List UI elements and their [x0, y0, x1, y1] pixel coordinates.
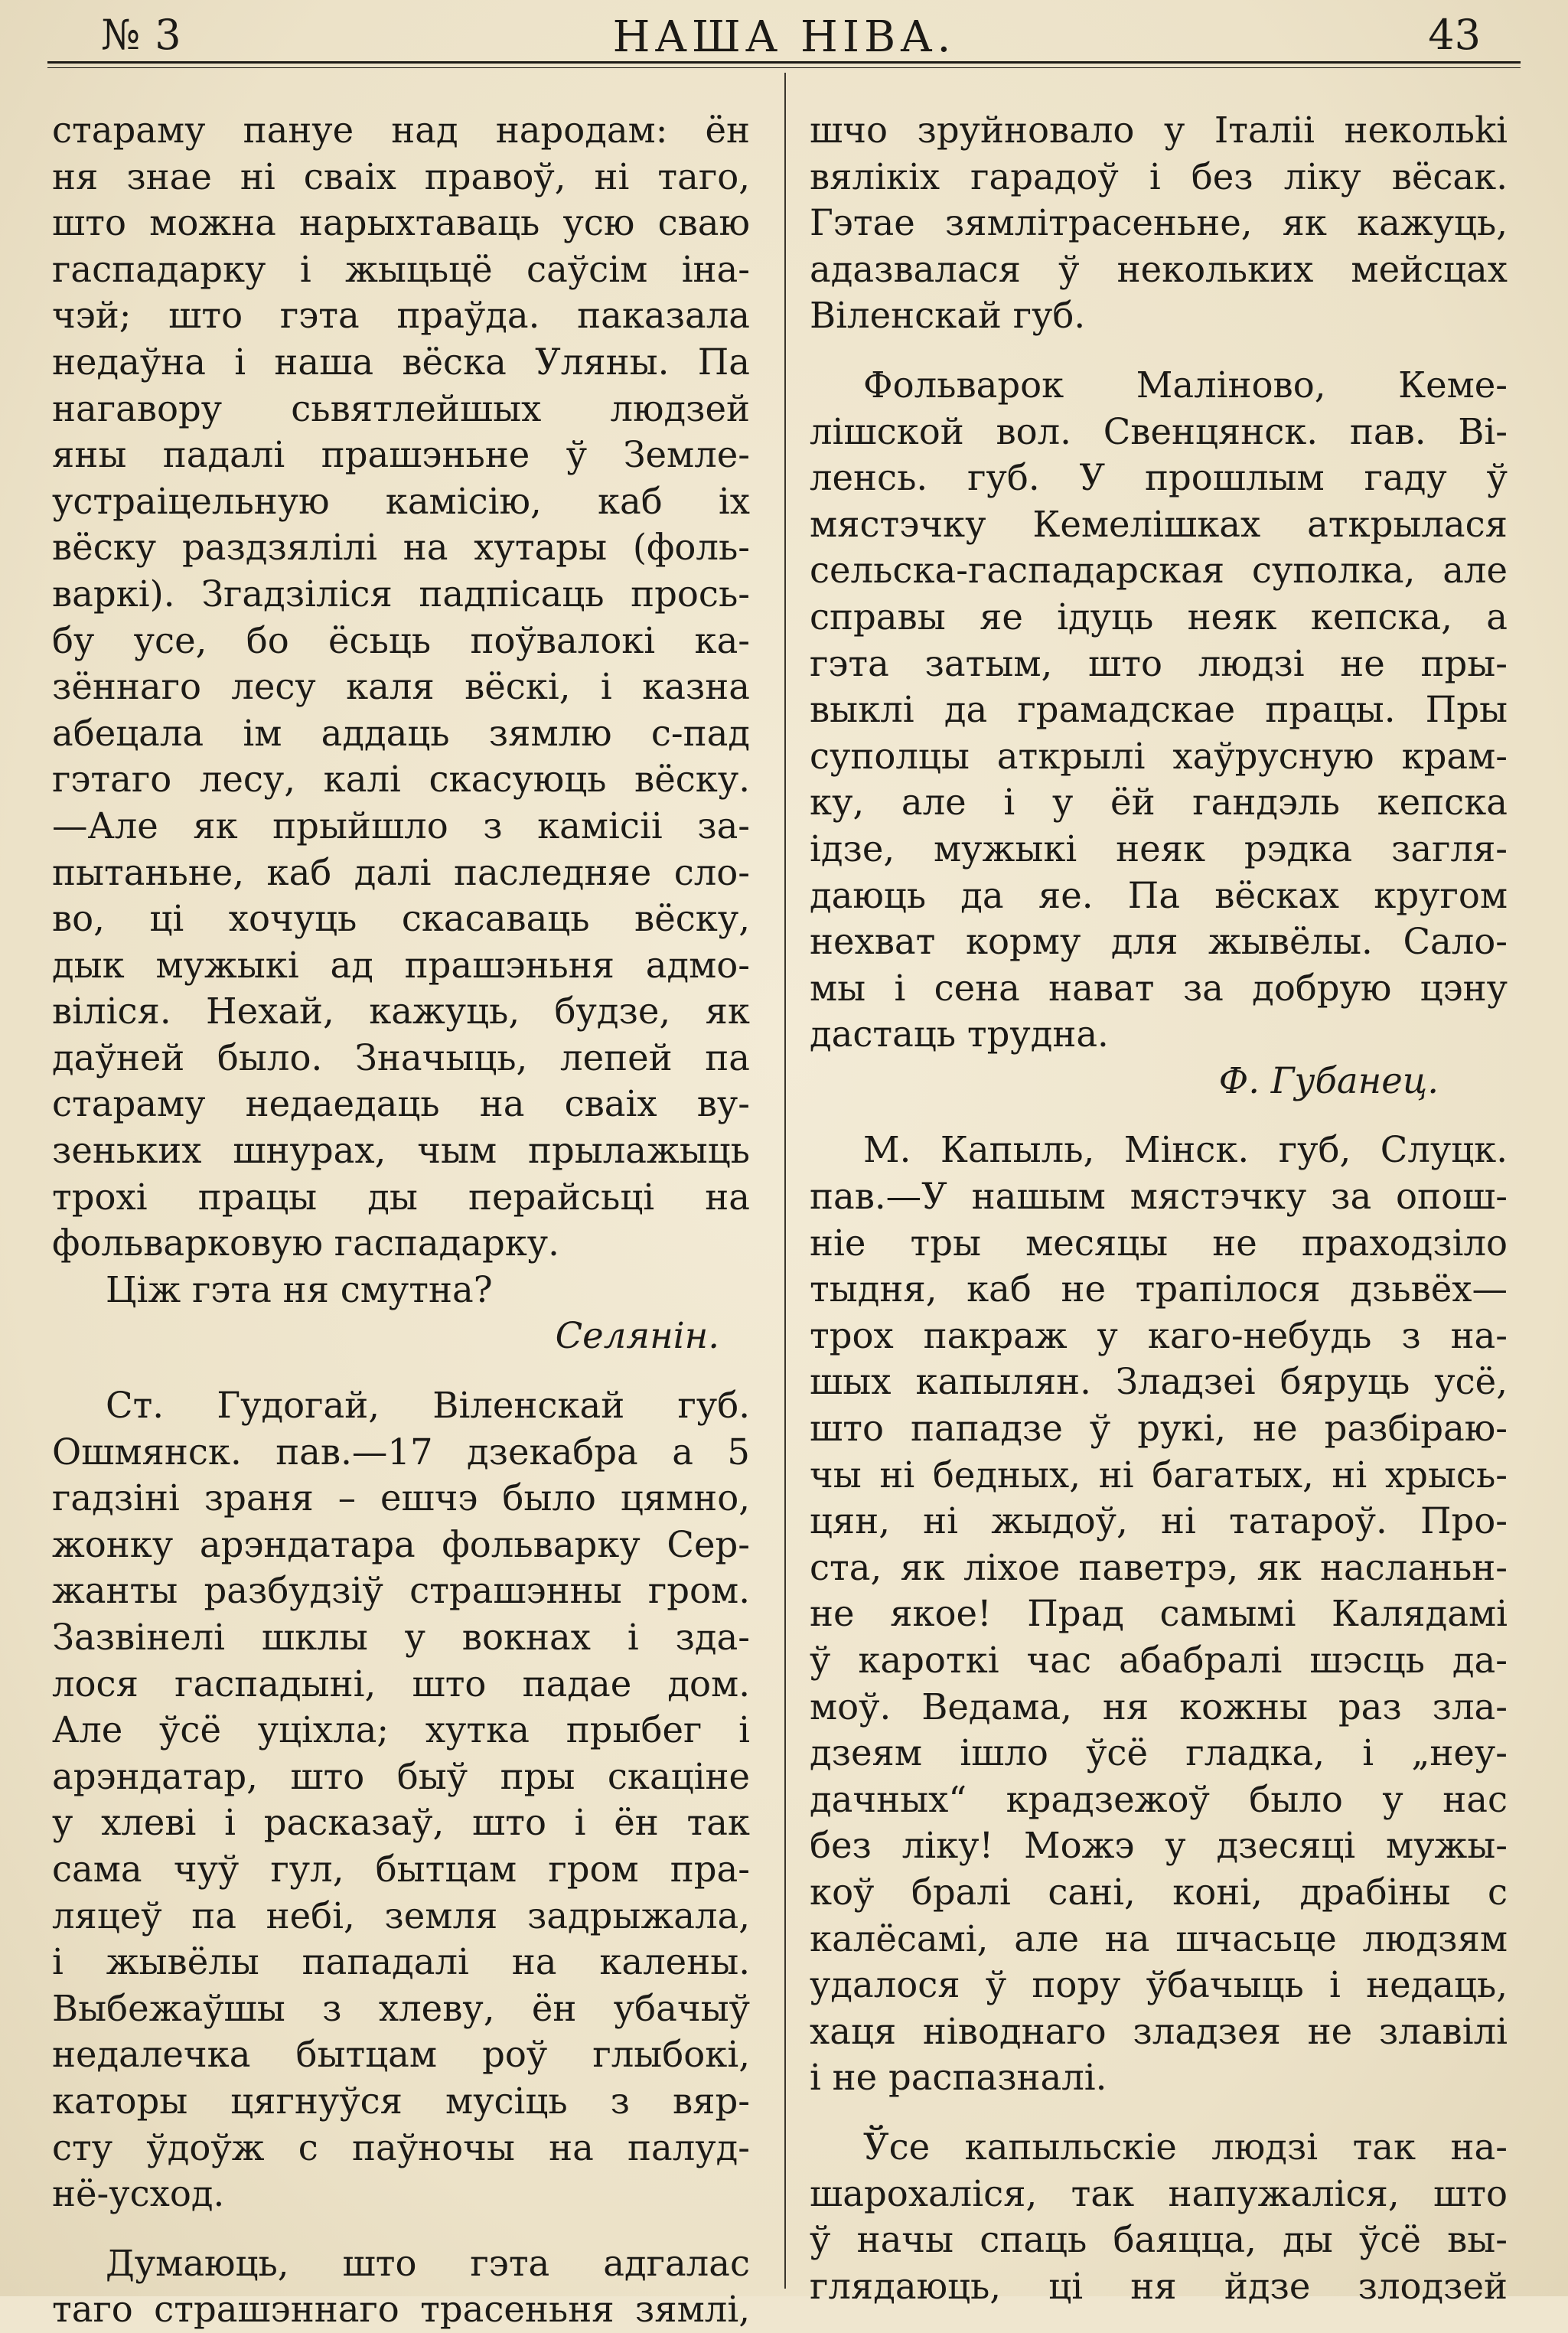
text-line: гэтаго лесу, калі скасуюць вёску.: [52, 759, 750, 801]
left-paragraph-1: [52, 107, 750, 1313]
signature-selyanin: Селянін.: [555, 1315, 719, 1357]
text-line: дачных“ крадзежоў было у нас: [810, 1778, 1508, 1820]
text-line: у хлеві і расказаў, што і ён так: [52, 1802, 750, 1844]
text-line: трох пакраж у каго-небудь з на-: [810, 1314, 1508, 1356]
left-paragraph-3: [52, 2240, 750, 2333]
text-line: нё-усход.: [52, 2173, 225, 2215]
text-line: што можна нарыхтаваць усю сваю: [52, 202, 750, 244]
text-line: шых капылян. Зладзеі бяруць усё,: [810, 1361, 1508, 1403]
signature-gubanets: Ф. Губанец.: [1218, 1059, 1439, 1101]
text-line: гэта затым, што людзі не пры-: [810, 642, 1508, 684]
text-line: даюць да яе. Па вёсках кругом: [810, 874, 1508, 916]
page-number: 43: [1428, 11, 1481, 59]
text-line: пав.—У нашым мястэчку за опош-: [810, 1176, 1508, 1218]
header-rule-thin: [47, 67, 1521, 68]
text-line: суполцы аткрылі хаўрусную крам-: [810, 735, 1508, 777]
text-line: ня знае ні сваіх правоў, ні таго,: [52, 155, 750, 197]
text-line: во, ці хочуць скасаваць вёску,: [52, 898, 750, 940]
text-line: калёсамі, але на шчасьце людзям: [810, 1917, 1508, 1959]
text-line: Гэтае зямлітрасеньне, як кажуць,: [810, 202, 1508, 244]
text-line: стараму пануе над народам: ён: [52, 109, 750, 151]
right-paragraph-4: [810, 2124, 1508, 2309]
text-line: Віленскай губ.: [810, 295, 1086, 337]
text-line: ў начы спаць баяцца, ды ўсё вы-: [810, 2219, 1508, 2261]
text-line: Ціж гэта ня смутна?: [106, 1268, 493, 1310]
text-line: вёску раздзялілі на хутары (фоль-: [52, 527, 750, 569]
text-line: стараму недаедаць на сваіх ву-: [52, 1083, 750, 1125]
text-line: цян, ні жыдоў, ні татароў. Про-: [810, 1500, 1508, 1542]
paragraph-gap: [52, 1359, 750, 1382]
text-line: даўней было. Значыць, лепей па: [52, 1036, 750, 1078]
paragraph-gap: [52, 2217, 750, 2240]
text-line: Ошмянск. пав.—17 дзекабра а 5: [52, 1431, 750, 1473]
text-line: нехват корму для жывёлы. Сало-: [810, 921, 1508, 963]
text-line: Думаюць, што гэта адгалас: [106, 2242, 750, 2284]
text-line: арэндатар, што быў пры скаціне: [52, 1755, 750, 1797]
issue-number: № 3: [101, 11, 182, 59]
text-line: не якое! Прад самымі Калядамі: [810, 1593, 1508, 1635]
text-line: каторы цягнуўся мусіць з вяр-: [52, 2080, 750, 2122]
text-line: і не распазналі.: [810, 2057, 1107, 2099]
text-line: вялікіх гарадоў і без ліку вёсак.: [810, 155, 1508, 197]
paragraph-gap: [810, 339, 1508, 362]
left-paragraph-gudogai: [52, 1382, 750, 2217]
text-line: хаця ніводнаго зладзея не злавілі: [810, 2010, 1508, 2052]
text-line: гаспадарку і жыцьцё саўсім іна-: [52, 248, 750, 290]
text-line: гадзіні зраня – ешчэ было цямно,: [52, 1477, 750, 1519]
text-line: недаўна і наша вёска Уляны. Па: [52, 341, 750, 383]
text-line: ляцеў па небі, земля задрыжала,: [52, 1894, 750, 1937]
text-line: нагавору сьвятлейшых людзей: [52, 387, 750, 429]
text-line: без ліку! Можэ у дзесяці мужы-: [810, 1825, 1508, 1867]
text-line: Ўсе капыльскіе людзі так на-: [863, 2126, 1508, 2168]
text-line: сама чуў гул, бытцам гром пра-: [52, 1848, 750, 1890]
text-line: дык мужыкі ад прашэньня адмо-: [52, 944, 750, 986]
text-line: пытаньне, каб далі паследняе сло-: [52, 851, 750, 893]
text-line: ніе тры месяцы не праходзіло: [810, 1222, 1508, 1264]
text-line: яны падалі прашэньне ў Земле-: [52, 434, 750, 476]
text-line: Фольварок Маліново, Кеме-: [863, 364, 1508, 406]
right-paragraph-kapyl: [810, 1127, 1508, 2100]
text-line: жанты разбудзіў страшэнны гром.: [52, 1570, 750, 1612]
right-paragraph-malinovo: [810, 362, 1508, 1058]
text-line: ідзе, мужыкі неяк рэдка загля-: [810, 827, 1508, 870]
text-line: абецала ім аддаць зямлю с-пад: [52, 712, 750, 754]
text-line: таго страшэннаго трасеньня зямлі,: [52, 2289, 750, 2331]
text-line: М. Капыль, Мінск. губ, Слуцк.: [863, 1129, 1508, 1171]
text-line: ста, як ліхое паветрэ, як насланьн-: [810, 1546, 1508, 1588]
text-line: варкі). Згадзіліся падпісаць прось-: [52, 573, 750, 615]
text-line: адазвалася ў некольких мейсцах: [810, 248, 1508, 290]
header-rule: [47, 61, 1521, 64]
text-line: коў бралі сані, коні, драбіны с: [810, 1871, 1508, 1913]
text-line: зённаго лесу каля вёскі, і казна: [52, 666, 750, 708]
text-line: мы і сена нават за добрую цэну: [810, 967, 1508, 1009]
text-line: Зазвінелі шклы у вокнах і зда-: [52, 1617, 750, 1658]
text-line: лося гаспадыні, што падае дом.: [52, 1662, 750, 1705]
text-line: чэй; што гэта праўда. паказала: [52, 295, 750, 337]
text-line: недалечка бытцам роў глыбокі,: [52, 2034, 750, 2076]
text-line: зеньких шнурах, чым прылажыць: [52, 1130, 750, 1172]
right-paragraph-1: [810, 107, 1508, 339]
right-column: [810, 107, 1508, 2309]
paragraph-gap: [810, 2101, 1508, 2124]
text-line: глядаюць, ці ня йдзе злодзей: [810, 2265, 1508, 2307]
text-line: устраіцельную камісію, каб іх: [52, 480, 750, 522]
text-line: што пападзе ў рукі, не разбіраю-: [810, 1408, 1508, 1450]
text-line: Але ўсё уціхла; хутка прыбег і: [52, 1709, 750, 1751]
text-line: ленсь. губ. У прошлым гаду ў: [810, 457, 1508, 499]
text-line: фольварковую гаспадарку.: [52, 1222, 559, 1264]
text-line: ку, але і у ёй гандэль кепска: [810, 781, 1508, 824]
text-line: бу усе, бо ёсьць поўвалокі ка-: [52, 619, 750, 661]
newspaper-title: НАША НІВА.: [612, 12, 956, 62]
page-header: [47, 8, 1521, 63]
text-line: жонку арэндатара фольварку Сер-: [52, 1523, 750, 1565]
text-line: трохі працы ды перайсьці на: [52, 1176, 750, 1218]
text-line: лішской вол. Свенцянск. пав. Ві-: [810, 410, 1508, 452]
text-line: чы ні бедных, ні багатых, ні хрысь-: [810, 1454, 1508, 1496]
text-line: выклі да грамадскае працы. Пры: [810, 689, 1508, 731]
text-line: віліся. Нехай, кажуць, будзе, як: [52, 990, 750, 1033]
text-line: дастаць трудна.: [810, 1013, 1109, 1056]
paragraph-gap: [810, 1104, 1508, 1127]
text-line: сту ўдоўж с паўночы на палуд-: [52, 2126, 750, 2168]
text-line: справы яе ідуць неяк кепска, а: [810, 595, 1508, 638]
text-line: Ст. Гудогай, Віленскай губ.: [106, 1385, 750, 1427]
text-line: удалося ў пору ўбачыць і недаць,: [810, 1964, 1508, 2006]
text-line: Выбежаўшы з хлеву, ён убачыў: [52, 1987, 750, 2029]
text-line: дзеям ішло ўсё гладка, і „неу-: [810, 1732, 1508, 1774]
text-line: сельска-гаспадарская суполка, але: [810, 550, 1508, 592]
text-line: тыдня, каб не трапілося дзьвёх—: [810, 1268, 1508, 1310]
text-line: шчо зруйновало у Італіі некольki: [810, 109, 1508, 151]
text-line: шарохаліся, так напужаліся, што: [810, 2172, 1508, 2214]
text-line: моў. Ведама, ня кожны раз зла-: [810, 1685, 1508, 1728]
text-line: мястэчку Кемелішках аткрылася: [810, 503, 1508, 545]
left-column: [52, 107, 750, 2333]
text-line: і жывёлы пападалі на калены.: [52, 1941, 750, 1983]
text-line: —Але як прыйшло з камісіі за-: [52, 804, 750, 847]
column-divider: [784, 73, 786, 2289]
text-line: ў кароткі час абабралі шэсць да-: [810, 1640, 1508, 1681]
